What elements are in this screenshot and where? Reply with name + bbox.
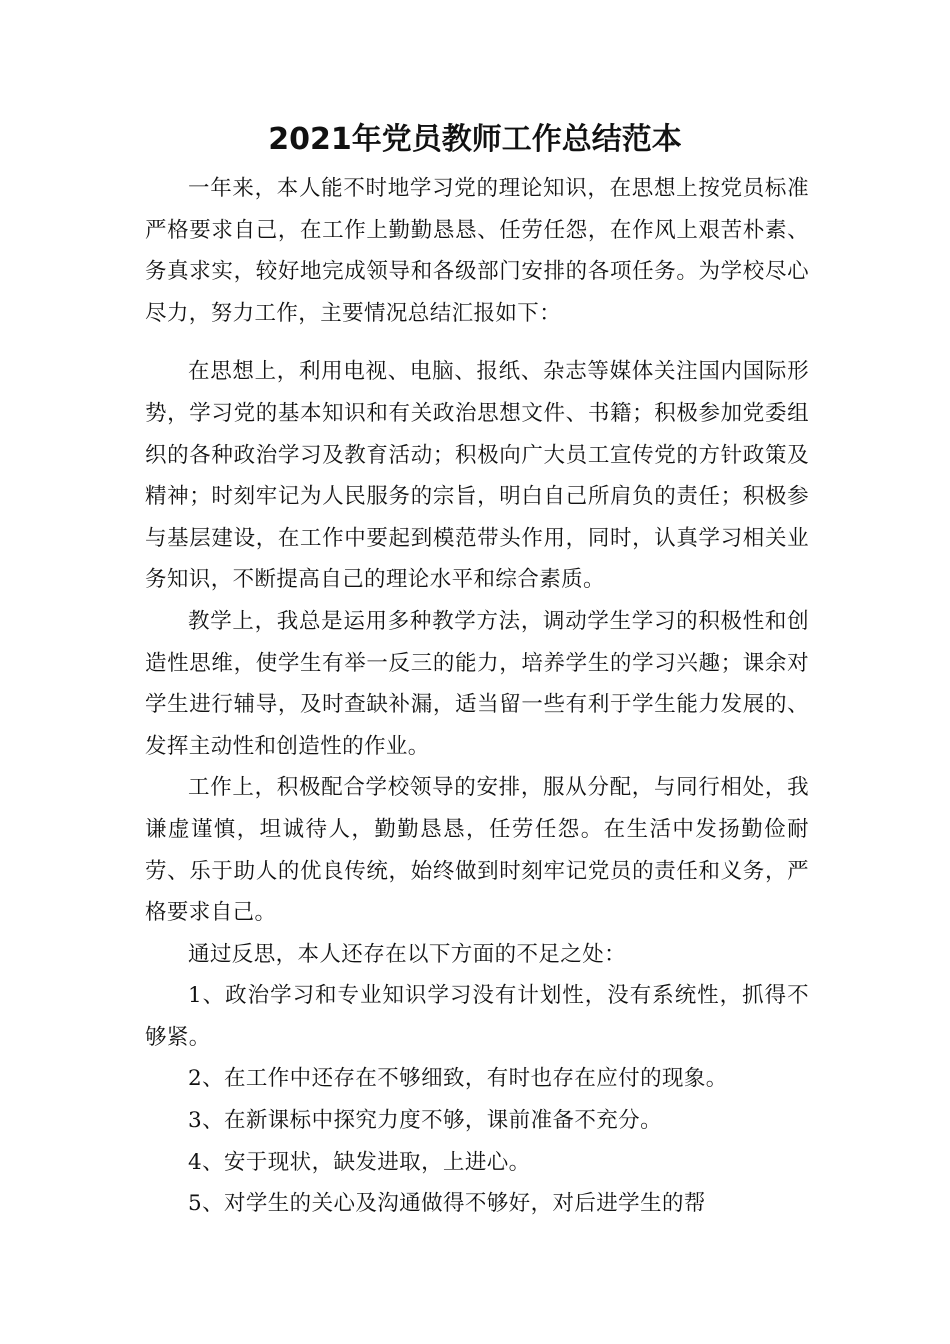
- paragraph-thought: 在思想上，利用电视、电脑、报纸、杂志等媒体关注国内国际形势，学习党的基本知识和有关政治思想文件、书籍；积极参加党委组织的各种政治学习及教育活动；积极向广大员工宣传党的方针政策及精神；时刻牢记为人民服务的宗旨，明白自己所肩负的责任；积极参与基层建设，在工作中要起到模范带头作用，同时，认真学习相关业务知识，不断提高自己的理论水平和综合素质。: [145, 359, 809, 593]
- list-item-2: 2、在工作中还存在不够细致，有时也存在应付的现象。: [188, 1066, 728, 1092]
- paragraph-intro: 一年来，本人能不时地学习党的理论知识，在思想上按党员标准严格要求自己，在工作上勤勤恳恳、任劳任怨，在作风上艰苦朴素、务真求实，较好地完成领导和各级部门安排的各项任务。为学校尽心尽力，努力工作，主要情况总结汇报如下：: [145, 176, 809, 326]
- list-item-3: 3、在新课标中探究力度不够，课前准备不充分。: [188, 1108, 662, 1134]
- list-item-1: 1、政治学习和专业知识学习没有计划性，没有系统性，抓得不够紧。: [145, 983, 809, 1050]
- list-item-5: 5、对学生的关心及沟通做得不够好，对后进学生的帮: [188, 1191, 706, 1217]
- paragraph-reflection: 通过反思，本人还存在以下方面的不足之处：: [188, 941, 627, 967]
- document-body: [145, 168, 809, 1225]
- document-title: 2021年党员教师工作总结范本: [268, 122, 682, 157]
- list-item-4: 4、安于现状，缺发进取，上进心。: [188, 1149, 531, 1175]
- paragraph-work: 工作上，积极配合学校领导的安排，服从分配，与同行相处，我谦虚谨慎，坦诚待人，勤勤恳恳，任劳任怨。在生活中发扬勤俭耐劳、乐于助人的优良传统，始终做到时刻牢记党员的责任和义务，严格要求自己。: [145, 775, 809, 926]
- paragraph-teaching: 教学上，我总是运用多种教学方法，调动学生学习的积极性和创造性思维，使学生有举一反三的能力，培养学生的学习兴趣；课余对学生进行辅导，及时查缺补漏，适当留一些有利于学生能力发展的、发挥主动性和创造性的作业。: [145, 608, 809, 759]
